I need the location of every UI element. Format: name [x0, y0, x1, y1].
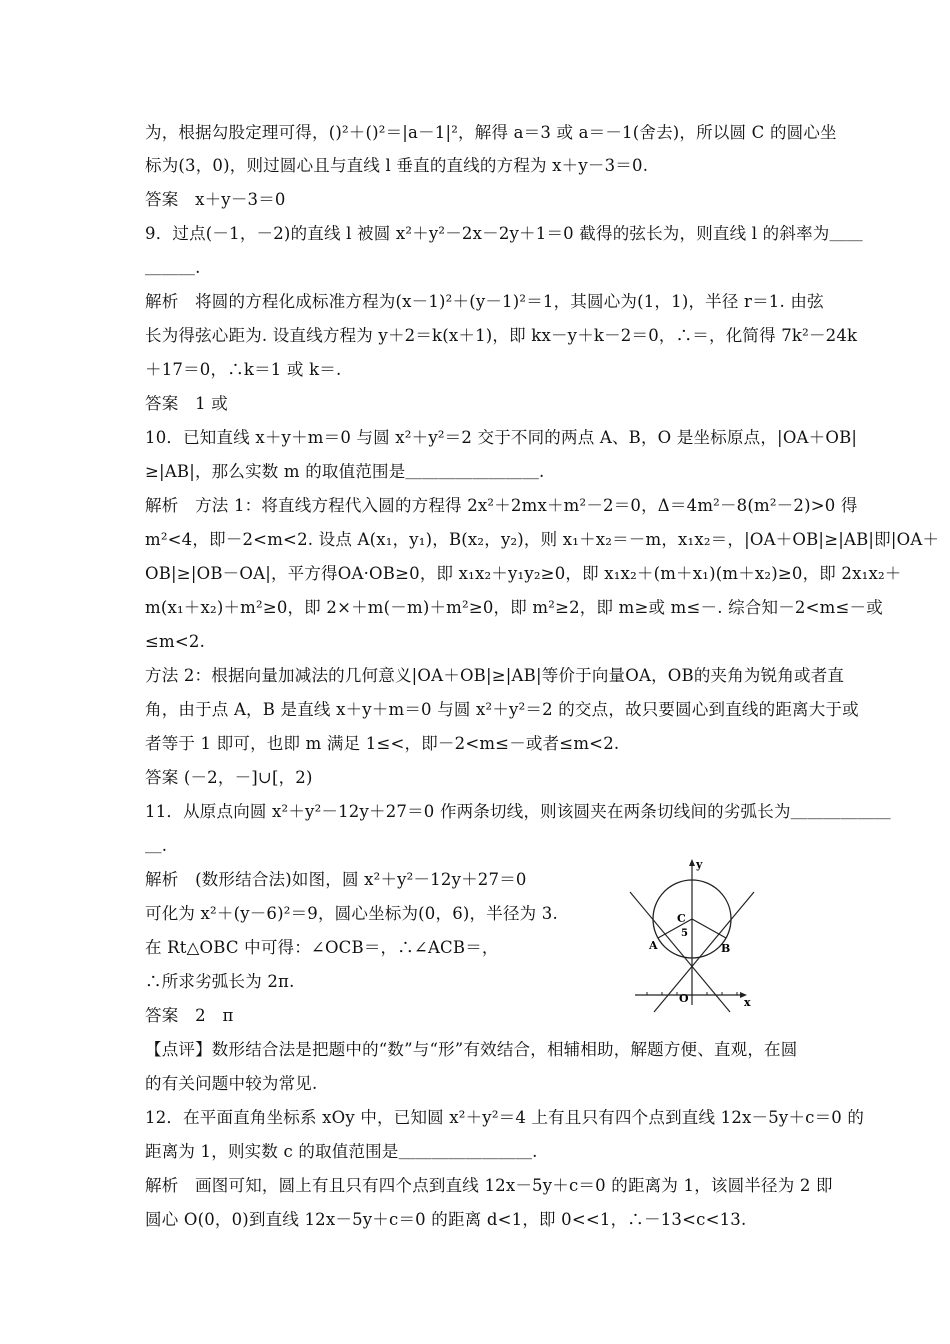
- point-c-label: C: [677, 912, 686, 925]
- text-line: m(x₁＋x₂)＋m²≥0，即 2×＋m(－m)＋m²≥0，即 m²≥2，即 m≥或 m≤－. 综合知－2<m≤－或: [145, 598, 883, 617]
- answer-line: 答案 2 π: [145, 1006, 234, 1025]
- question-12: 12．在平面直角坐标系 xOy 中，已知圆 x²＋y²＝4 上有且只有四个点到直线 12x－5y＋c＝0 的: [145, 1108, 865, 1127]
- answer-line: 答案 1 或: [145, 394, 228, 413]
- circle-tangent-figure: [625, 855, 755, 1015]
- text-line: ＿.: [145, 836, 168, 855]
- text-line: ≤m<2.: [145, 632, 206, 651]
- method-2-line: 方法 2：根据向量加减法的几何意义|OA＋OB|≥|AB|等价于向量OA，OB的夹角为锐角或者直: [145, 666, 845, 685]
- text-line: 长为得弦心距为. 设直线方程为 y＋2＝k(x＋1)，即 kx－y＋k－2＝0，∴＝，化简得 7k²－24k: [145, 326, 858, 345]
- text-line: 角，由于点 A，B 是直线 x＋y＋m＝0 与圆 x²＋y²＝2 的交点，故只要圆心到直线的距离大于或: [145, 700, 859, 719]
- text-line: OB|≥|OB－OA|，平方得OA·OB≥0，即 x₁x₂＋y₁y₂≥0，即 x₁x₂＋(m＋x₁)(m＋x₂)≥0，即 2x₁x₂＋: [145, 564, 902, 583]
- text-line: 在 Rt△OBC 中可得：∠OCB＝，∴∠ACB＝，: [145, 938, 499, 957]
- point-a-label: A: [649, 939, 658, 952]
- y-axis-label: y: [696, 858, 703, 871]
- text-line: ∴所求劣弧长为 2π.: [145, 972, 295, 991]
- analysis-line: 解析 (数形结合法)如图，圆 x²＋y²－12y＋27＝0: [145, 870, 527, 889]
- tick-5-label: 5: [681, 928, 688, 939]
- text-line: 圆心 O(0，0)到直线 12x－5y＋c＝0 的距离 d<1，即 0<<1，∴－13<c<13.: [145, 1210, 747, 1229]
- text-line: 的有关问题中较为常见.: [145, 1074, 318, 1093]
- text-line: 距离为 1，则实数 c 的取值范围是＿＿＿＿＿＿＿＿.: [145, 1142, 538, 1161]
- comment-line: 【点评】数形结合法是把题中的“数”与“形”有效结合，相辅相助，解题方便、直观，在圆: [145, 1040, 798, 1059]
- question-11: 11．从原点向圆 x²＋y²－12y＋27＝0 作两条切线，则该圆夹在两条切线间的劣弧长为＿＿＿＿＿＿: [145, 802, 891, 821]
- text-line: 为，根据勾股定理可得，()²＋()²＝|a－1|²，解得 a＝3 或 a＝－1(舍去)，所以圆 C 的圆心坐: [145, 123, 837, 142]
- question-10: 10．已知直线 x＋y＋m＝0 与圆 x²＋y²＝2 交于不同的两点 A、B，O 是坐标原点，|OA＋OB|: [145, 428, 858, 447]
- answer-line: 答案 x＋y－3＝0: [145, 190, 286, 209]
- x-axis-label: x: [744, 996, 751, 1009]
- text-line: 可化为 x²＋(y－6)²＝9，圆心坐标为(0，6)，半径为 3.: [145, 904, 558, 923]
- origin-label: O: [679, 992, 689, 1005]
- text-line: 标为(3，0)，则过圆心且与直线 l 垂直的直线的方程为 x＋y－3＝0.: [145, 156, 649, 175]
- answer-line: 答案 (－2，－]∪[，2): [145, 768, 313, 787]
- text-line: ＋17＝0，∴k＝1 或 k＝.: [145, 360, 342, 379]
- analysis-line: 解析 方法 1：将直线方程代入圆的方程得 2x²＋2mx＋m²－2＝0，Δ＝4m²－8(m²－2)>0 得: [145, 496, 858, 515]
- question-9: 9．过点(－1，－2)的直线 l 被圆 x²＋y²－2x－2y＋1＝0 截得的弦长为，则直线 l 的斜率为＿＿: [145, 224, 863, 243]
- analysis-line: 解析 画图可知，圆上有且只有四个点到直线 12x－5y＋c＝0 的距离为 1，该圆半径为 2 即: [145, 1176, 833, 1195]
- text-line: m²<4，即－2<m<2. 设点 A(x₁，y₁)，B(x₂，y₂)，则 x₁＋x₂＝－m，x₁x₂＝，|OA＋OB|≥|AB|即|OA＋: [145, 530, 940, 549]
- text-line: 者等于 1 即可，也即 m 满足 1≤<，即－2<m≤－或者≤m<2.: [145, 734, 620, 753]
- analysis-line: 解析 将圆的方程化成标准方程为(x－1)²＋(y－1)²＝1，其圆心为(1，1)，半径 r＝1. 由弦: [145, 292, 824, 311]
- text-line: ＿＿＿.: [145, 258, 201, 277]
- text-line: ≥|AB|，那么实数 m 的取值范围是＿＿＿＿＿＿＿＿.: [145, 462, 545, 481]
- point-b-label: B: [721, 942, 731, 955]
